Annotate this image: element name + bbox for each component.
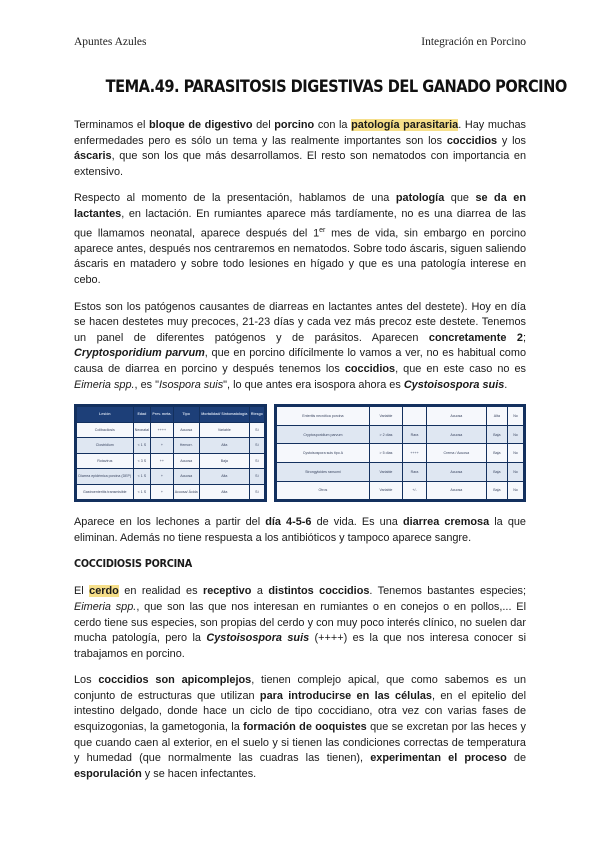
table-header-cell: Lesión — [77, 407, 134, 423]
table-row — [277, 407, 524, 426]
table-cell: Rara — [403, 462, 427, 481]
table-cell: No — [508, 407, 524, 426]
paragraph-onset: Aparece en los lechones a partir del día 4-5-6 de vida. Es una diarrea cremosa la que eliminan. Además no tiene respuesta a los antibióticos y tampoco aparece sangre. — [74, 516, 526, 544]
table-cell: + — [151, 469, 173, 485]
table-row — [77, 438, 265, 454]
table-cell: ++ — [151, 453, 173, 469]
table-cell: Acuosa — [173, 422, 199, 438]
header-subject: Integración en Porcino — [421, 36, 526, 48]
paragraph-receptive: El cerdo en realidad es receptivo a distintos coccidios. Tenemos bastantes especies; Eimeria spp., que son las que nos interesan en rumiantes o en conejos o en pollos,... El cerdo tiene sus especies, son propias del cerdo y con muy poco interés clínico, no suelen dar mucha patología, pero la Cystoisospora suis (++++) es la que nos interesa conocer si trabajamos en porcino. — [74, 585, 526, 660]
table-cell: Alta — [199, 484, 249, 500]
table-cell: Crema / Acuosa — [426, 444, 486, 463]
table-cell: Baja — [199, 453, 249, 469]
table-cell: No — [508, 462, 524, 481]
table-cell: Alta — [199, 438, 249, 454]
paragraph-presentation: Respecto al momento de la presentación, hablamos de una patología que se da en lactantes, en lactación. En rumiantes aparece más tardíamente, no es una diarrea de las que llamamos neonatal, aparece después del 1er mes de vida, sin embargo en porcino aparece antes, después nos centraremos en nematodos. Sobre todo áscaris, siguen saliendo áscaris en matadero y sobre todo lesiones en hígado y que es una patología interese en cebo. — [74, 192, 526, 286]
table-cell: Variable — [199, 422, 249, 438]
table-cell: Acuosa — [426, 462, 486, 481]
paragraph-intro: Terminamos el bloque de digestivo del porcino con la patología parasitaria. Hay muchas enfermedades pero es sólo un tema y las realmente importantes son los coccidios y los áscaris, que son los que más desarrollamos. El resto son nematodos con importancia en extensivo. — [74, 119, 526, 178]
table-row — [277, 462, 524, 481]
table-cell: Strongyloides ransomi — [277, 462, 370, 481]
table-cell: Cystoisospora suis tipo A — [277, 444, 370, 463]
table-cell: Alta — [486, 407, 507, 426]
table-cell: Sí — [249, 422, 264, 438]
table-cell: Neonatal — [133, 422, 151, 438]
paragraph-pathogens: Estos son los patógenos causantes de diarreas en lactantes antes del destete). Hoy en día se hacen destetes muy precoces, 21-23 días y cada vez más precoz este destete. Tenemos un panel de diferentes patógenos y de parásitos. Aparecen concretamente 2; Cryptosporidium parvum, que en porcino difícilmente lo vamos a ver, no es habitual como causa de diarrea en porcino y después tenemos los coccidios, que en este caso no es Eimeria spp., es "Isospora suis", lo que antes era isospora ahora es Cystoisospora suis. — [74, 300, 526, 391]
table-row — [277, 481, 524, 500]
page-title: TEMA.49. PARASITOSIS DIGESTIVAS DEL GANADO PORCINO — [105, 77, 567, 97]
table-header-cell: Mortalidad/ Sintomatología — [199, 407, 249, 423]
table-cell: Rotavirus — [77, 453, 134, 469]
table-cell: Diarrea epidémica porcina (DEP) — [77, 469, 134, 485]
table-header-cell: Prev. meta. — [151, 407, 173, 423]
diarrhea-causes-table-right — [276, 406, 524, 500]
table-row — [77, 422, 265, 438]
table-cell: Rara — [403, 425, 427, 444]
table-cell: Cryptosporidium parvum — [277, 425, 370, 444]
diarrhea-causes-table-left — [76, 406, 265, 500]
table-cell: Acuosa — [173, 453, 199, 469]
table-cell: Alta — [199, 469, 249, 485]
table-cell: No — [508, 444, 524, 463]
table-cell: Sí — [249, 484, 264, 500]
table-row — [277, 425, 524, 444]
table-header-row — [77, 407, 265, 423]
table-header-cell: Tipo — [173, 407, 199, 423]
table-cell: Variable — [369, 407, 402, 426]
table-cell: Colibacilosis — [77, 422, 134, 438]
table-cell: ++++ — [151, 422, 173, 438]
table-header-cell: Edad — [133, 407, 151, 423]
table-cell: Acuosa — [426, 481, 486, 500]
header-brand: Apuntes Azules — [74, 36, 147, 48]
table-cell: Acuosa/ Ácida — [173, 484, 199, 500]
table-right-container — [274, 404, 526, 502]
table-cell: + — [151, 484, 173, 500]
table-cell: > 5 días — [369, 444, 402, 463]
table-cell: Gastroenteritis transmisible — [77, 484, 134, 500]
table-cell: Baja — [486, 444, 507, 463]
table-cell: Acuosa — [426, 407, 486, 426]
table-cell: No — [508, 481, 524, 500]
document-body — [74, 118, 526, 793]
table-cell: > 2 días — [369, 425, 402, 444]
section-heading-coccidiosis: COCCIDIOSIS PORCINA — [74, 557, 192, 571]
table-cell: Acuosa — [426, 425, 486, 444]
diarrhea-tables — [74, 404, 526, 502]
table-cell: Enteritis necrótica porcina — [277, 407, 370, 426]
table-cell: Variable — [369, 462, 402, 481]
table-cell: Sí — [249, 453, 264, 469]
table-row — [77, 469, 265, 485]
table-cell: < 1 S — [133, 484, 151, 500]
table-cell: Sí — [249, 469, 264, 485]
table-cell: Hemorr. — [173, 438, 199, 454]
table-cell: < 1 S — [133, 438, 151, 454]
table-row — [77, 484, 265, 500]
table-cell: Clostridium — [77, 438, 134, 454]
paragraph-apicomplexa: Los coccidios son apicomplejos, tienen complejo apical, que como sabemos es un conjunto de estructuras que utilizan para introducirse en las células, en el epitelio del intestino delgado, donde hace un ciclo de tipo coccidiano, otra vez con varias fases de esquizogonias, la gametogonia, la formación de ooquistes que se excretan por las heces y que cuando caen al exterior, en el suelo y si tienen las condiciones correctas de temperatura y humedad (que normalmente las cuadras las tienen), experimentan el proceso de esporulación y se hacen infectantes. — [74, 674, 527, 780]
table-cell: Baja — [486, 462, 507, 481]
table-header-cell: Riesgo — [249, 407, 264, 423]
table-row — [77, 453, 265, 469]
table-cell: Baja — [486, 481, 507, 500]
table-cell: +/- — [403, 481, 427, 500]
table-cell: < 1 S — [133, 469, 151, 485]
table-cell: Baja — [486, 425, 507, 444]
table-row — [277, 444, 524, 463]
table-cell: Acuosa — [173, 469, 199, 485]
table-cell: Otros — [277, 481, 370, 500]
table-cell: Sí — [249, 438, 264, 454]
table-cell: Variable — [369, 481, 402, 500]
table-cell: + — [151, 438, 173, 454]
table-cell: ++++ — [403, 444, 427, 463]
table-cell: No — [508, 425, 524, 444]
table-left-container — [74, 404, 267, 502]
page-header — [74, 36, 526, 50]
table-cell — [403, 407, 427, 426]
table-cell: < 3 S — [133, 453, 151, 469]
